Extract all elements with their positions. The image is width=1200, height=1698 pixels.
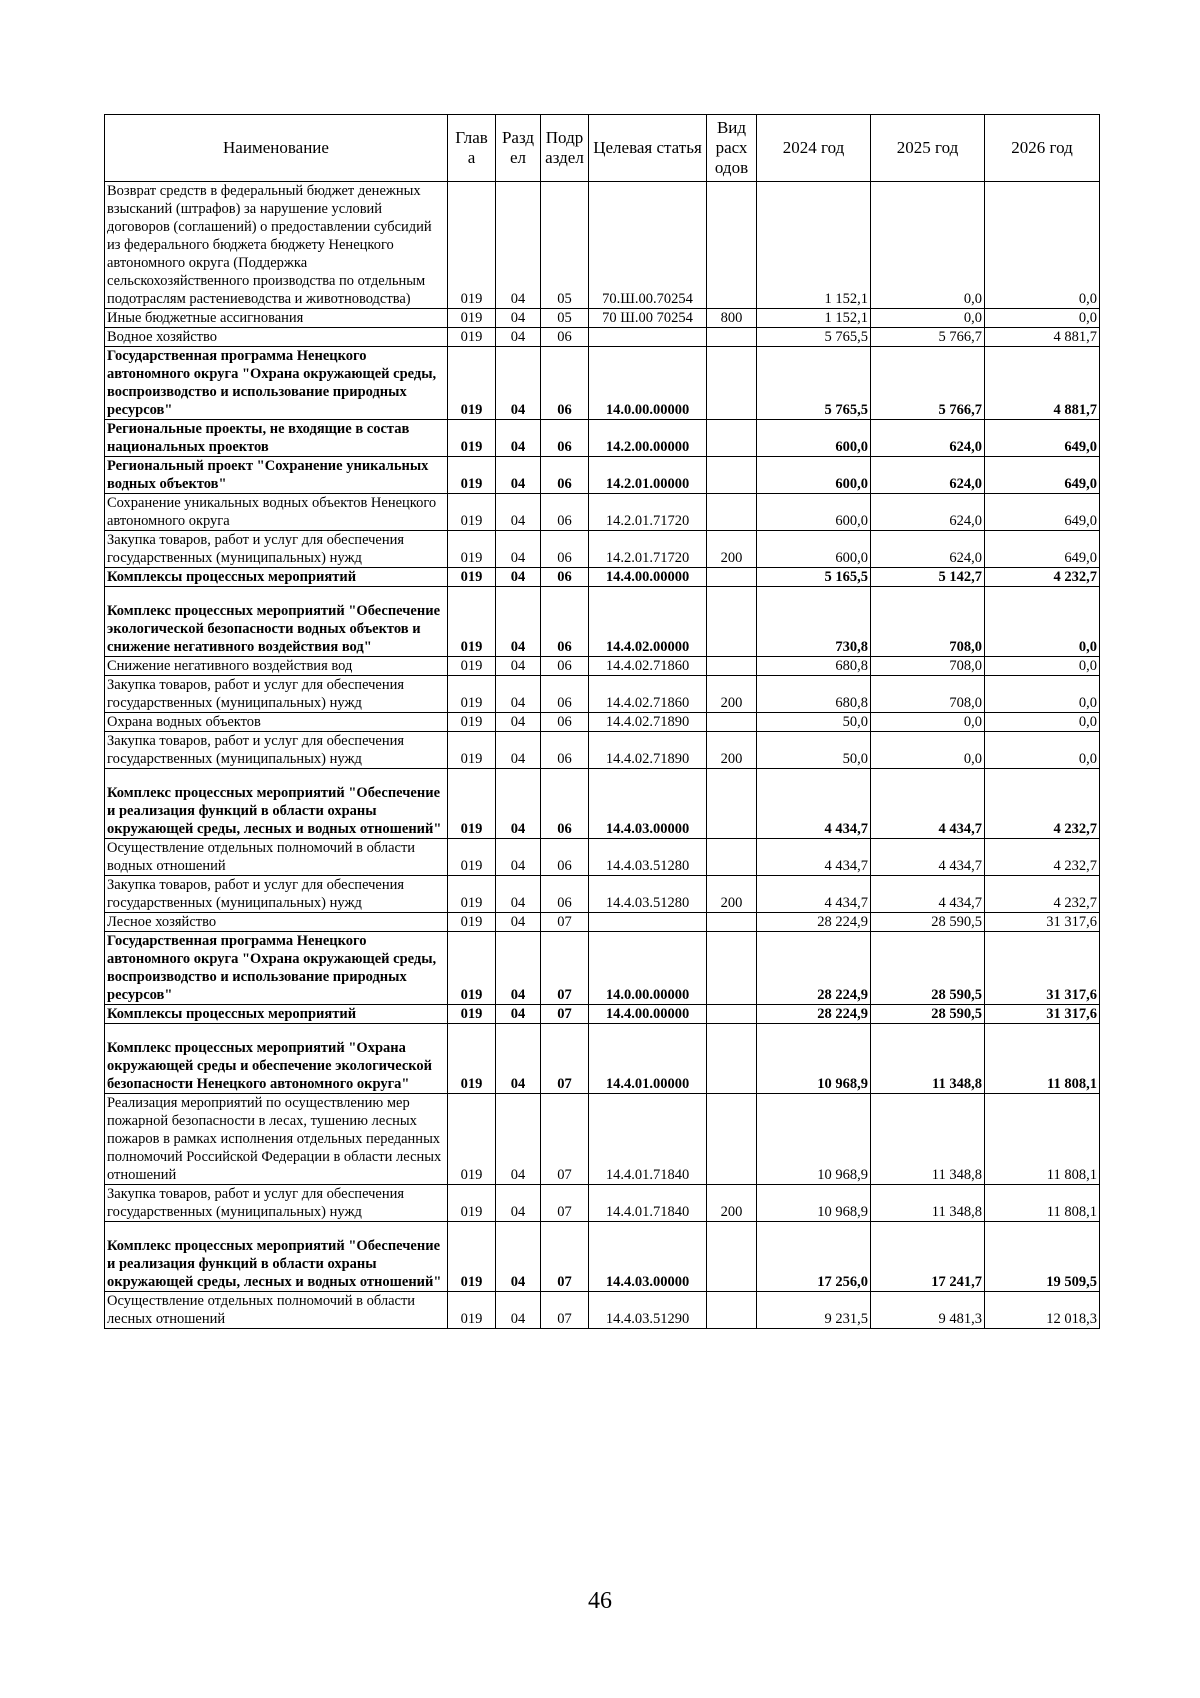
cell-statya: 14.4.03.00000: [589, 1222, 707, 1292]
table-header-row: [105, 115, 1100, 182]
cell-razdel: 04: [496, 657, 541, 676]
cell-2026: 11 808,1: [985, 1185, 1100, 1222]
cell-2025: 624,0: [871, 494, 985, 531]
cell-2025: 4 434,7: [871, 839, 985, 876]
cell-2026: 4 232,7: [985, 876, 1100, 913]
table-row: [105, 531, 1100, 568]
cell-statya: 14.4.01.71840: [589, 1185, 707, 1222]
cell-vid: [707, 839, 757, 876]
table-row: [105, 1185, 1100, 1222]
cell-glava: 019: [448, 457, 496, 494]
cell-statya: 14.4.03.51290: [589, 1292, 707, 1329]
cell-podrazdel: 06: [541, 347, 589, 420]
cell-2025: 624,0: [871, 531, 985, 568]
cell-statya: [589, 328, 707, 347]
cell-vid: 200: [707, 676, 757, 713]
cell-vid: [707, 568, 757, 587]
cell-vid: [707, 1292, 757, 1329]
header-razdel: Разд ел: [496, 115, 541, 182]
table-body: [105, 182, 1100, 1329]
cell-2024: 10 968,9: [757, 1094, 871, 1185]
table-row: [105, 1024, 1100, 1094]
cell-2026: 4 232,7: [985, 568, 1100, 587]
cell-2026: 11 808,1: [985, 1024, 1100, 1094]
cell-2025: 624,0: [871, 420, 985, 457]
cell-glava: 019: [448, 1222, 496, 1292]
cell-glava: 019: [448, 347, 496, 420]
cell-vid: [707, 328, 757, 347]
header-podrazdel: Подр аздел: [541, 115, 589, 182]
cell-razdel: 04: [496, 309, 541, 328]
cell-razdel: 04: [496, 420, 541, 457]
cell-vid: 200: [707, 531, 757, 568]
cell-2025: 9 481,3: [871, 1292, 985, 1329]
cell-vid: [707, 913, 757, 932]
cell-2024: 4 434,7: [757, 769, 871, 839]
cell-razdel: 04: [496, 587, 541, 657]
cell-name: Комплексы процессных мероприятий: [105, 1005, 448, 1024]
cell-podrazdel: 05: [541, 182, 589, 309]
cell-glava: 019: [448, 531, 496, 568]
cell-statya: 14.2.01.00000: [589, 457, 707, 494]
cell-vid: [707, 932, 757, 1005]
cell-2024: 4 434,7: [757, 839, 871, 876]
cell-2026: 0,0: [985, 309, 1100, 328]
cell-2025: 4 434,7: [871, 876, 985, 913]
cell-2024: 5 765,5: [757, 347, 871, 420]
cell-name: Региональный проект "Сохранение уникальных водных объектов": [105, 457, 448, 494]
cell-2026: 11 808,1: [985, 1094, 1100, 1185]
cell-podrazdel: 06: [541, 420, 589, 457]
cell-razdel: 04: [496, 531, 541, 568]
cell-statya: 14.4.02.71860: [589, 657, 707, 676]
cell-vid: [707, 657, 757, 676]
cell-podrazdel: 06: [541, 839, 589, 876]
header-statya: Целевая статья: [589, 115, 707, 182]
cell-podrazdel: 06: [541, 587, 589, 657]
cell-2025: 624,0: [871, 457, 985, 494]
cell-podrazdel: 06: [541, 676, 589, 713]
cell-2026: 649,0: [985, 420, 1100, 457]
cell-vid: 800: [707, 309, 757, 328]
cell-razdel: 04: [496, 932, 541, 1005]
cell-2025: 0,0: [871, 309, 985, 328]
cell-vid: [707, 1024, 757, 1094]
cell-statya: 14.4.03.51280: [589, 839, 707, 876]
cell-name: Закупка товаров, работ и услуг для обеспечения государственных (муниципальных) нужд: [105, 732, 448, 769]
table-row: [105, 769, 1100, 839]
cell-razdel: 04: [496, 1292, 541, 1329]
cell-2026: 649,0: [985, 494, 1100, 531]
cell-razdel: 04: [496, 713, 541, 732]
cell-2026: 31 317,6: [985, 913, 1100, 932]
cell-razdel: 04: [496, 876, 541, 913]
cell-glava: 019: [448, 587, 496, 657]
cell-glava: 019: [448, 1094, 496, 1185]
cell-razdel: 04: [496, 1222, 541, 1292]
cell-vid: [707, 713, 757, 732]
cell-2026: 4 881,7: [985, 328, 1100, 347]
table-row: [105, 347, 1100, 420]
cell-2025: 28 590,5: [871, 913, 985, 932]
table-row: [105, 494, 1100, 531]
cell-name: Осуществление отдельных полномочий в области водных отношений: [105, 839, 448, 876]
cell-razdel: 04: [496, 676, 541, 713]
cell-2024: 28 224,9: [757, 1005, 871, 1024]
cell-name: Охрана водных объектов: [105, 713, 448, 732]
cell-vid: [707, 457, 757, 494]
table-row: [105, 1292, 1100, 1329]
cell-podrazdel: 06: [541, 876, 589, 913]
cell-2024: 1 152,1: [757, 309, 871, 328]
cell-razdel: 04: [496, 913, 541, 932]
cell-2024: 5 765,5: [757, 328, 871, 347]
cell-2025: 5 766,7: [871, 328, 985, 347]
cell-2026: 0,0: [985, 676, 1100, 713]
cell-2026: 4 232,7: [985, 839, 1100, 876]
cell-glava: 019: [448, 494, 496, 531]
table-row: [105, 932, 1100, 1005]
table-row: [105, 1005, 1100, 1024]
cell-statya: 70 Ш.00 70254: [589, 309, 707, 328]
cell-podrazdel: 06: [541, 531, 589, 568]
cell-2025: 28 590,5: [871, 1005, 985, 1024]
cell-name: Закупка товаров, работ и услуг для обеспечения государственных (муниципальных) нужд: [105, 676, 448, 713]
cell-2025: 11 348,8: [871, 1185, 985, 1222]
cell-podrazdel: 07: [541, 1005, 589, 1024]
table-row: [105, 457, 1100, 494]
cell-name: Сохранение уникальных водных объектов Ненецкого автономного округа: [105, 494, 448, 531]
cell-statya: 14.4.02.71890: [589, 713, 707, 732]
cell-2024: 600,0: [757, 457, 871, 494]
cell-vid: [707, 1222, 757, 1292]
cell-statya: 14.0.00.00000: [589, 347, 707, 420]
page-number: 46: [588, 1588, 612, 1614]
cell-razdel: 04: [496, 457, 541, 494]
cell-name: Комплекс процессных мероприятий "Охрана окружающей среды и обеспечение экологической безопасности Ненецкого автономного округа": [105, 1024, 448, 1094]
cell-vid: [707, 420, 757, 457]
cell-2025: 5 142,7: [871, 568, 985, 587]
cell-name: Закупка товаров, работ и услуг для обеспечения государственных (муниципальных) нужд: [105, 876, 448, 913]
cell-vid: [707, 1005, 757, 1024]
cell-2025: 11 348,8: [871, 1094, 985, 1185]
cell-2026: 12 018,3: [985, 1292, 1100, 1329]
cell-statya: 14.4.02.71860: [589, 676, 707, 713]
cell-name: Иные бюджетные ассигнования: [105, 309, 448, 328]
cell-statya: 14.4.00.00000: [589, 1005, 707, 1024]
cell-2025: 4 434,7: [871, 769, 985, 839]
cell-name: Осуществление отдельных полномочий в области лесных отношений: [105, 1292, 448, 1329]
cell-statya: 14.4.03.00000: [589, 769, 707, 839]
cell-2026: 649,0: [985, 531, 1100, 568]
cell-glava: 019: [448, 1005, 496, 1024]
cell-glava: 019: [448, 769, 496, 839]
cell-name: Снижение негативного воздействия вод: [105, 657, 448, 676]
cell-2025: 0,0: [871, 732, 985, 769]
cell-razdel: 04: [496, 1185, 541, 1222]
cell-glava: 019: [448, 420, 496, 457]
cell-razdel: 04: [496, 347, 541, 420]
table-row: [105, 587, 1100, 657]
cell-razdel: 04: [496, 839, 541, 876]
cell-2024: 600,0: [757, 420, 871, 457]
cell-podrazdel: 07: [541, 913, 589, 932]
cell-2025: 11 348,8: [871, 1024, 985, 1094]
cell-statya: 14.4.02.71890: [589, 732, 707, 769]
cell-statya: 14.4.02.00000: [589, 587, 707, 657]
header-vid: Вид расх одов: [707, 115, 757, 182]
table-row: [105, 676, 1100, 713]
cell-vid: [707, 494, 757, 531]
header-name: Наименование: [105, 115, 448, 182]
cell-2025: 708,0: [871, 657, 985, 676]
cell-statya: 14.2.00.00000: [589, 420, 707, 457]
table-row: [105, 713, 1100, 732]
cell-glava: 019: [448, 657, 496, 676]
cell-glava: 019: [448, 1292, 496, 1329]
cell-2025: 5 766,7: [871, 347, 985, 420]
cell-razdel: 04: [496, 1024, 541, 1094]
cell-2024: 10 968,9: [757, 1185, 871, 1222]
cell-glava: 019: [448, 713, 496, 732]
cell-glava: 019: [448, 932, 496, 1005]
cell-2024: 50,0: [757, 713, 871, 732]
cell-podrazdel: 06: [541, 328, 589, 347]
cell-2024: 17 256,0: [757, 1222, 871, 1292]
cell-podrazdel: 06: [541, 713, 589, 732]
cell-2026: 0,0: [985, 732, 1100, 769]
cell-2026: 31 317,6: [985, 932, 1100, 1005]
cell-2025: 708,0: [871, 587, 985, 657]
cell-name: Государственная программа Ненецкого автономного округа "Охрана окружающей среды, воспроизводство и использование природных ресурсов": [105, 347, 448, 420]
cell-name: Возврат средств в федеральный бюджет денежных взысканий (штрафов) за нарушение условий договоров (соглашений) о предоставлении субсидий из федерального бюджета бюджету Ненецкого автономного округа (Поддержка сельскохозяйственного производства по отдельным подотраслям растениеводства и животноводства): [105, 182, 448, 309]
cell-podrazdel: 07: [541, 1094, 589, 1185]
cell-name: Реализация мероприятий по осуществлению мер пожарной безопасности в лесах, тушению лесных пожаров в рамках исполнения отдельных переданных полномочий Российской Федерации в области лесных отношений: [105, 1094, 448, 1185]
cell-2026: 19 509,5: [985, 1222, 1100, 1292]
cell-2025: 17 241,7: [871, 1222, 985, 1292]
table-row: [105, 420, 1100, 457]
cell-glava: 019: [448, 328, 496, 347]
cell-statya: 14.4.03.51280: [589, 876, 707, 913]
cell-podrazdel: 06: [541, 457, 589, 494]
cell-podrazdel: 06: [541, 732, 589, 769]
cell-glava: 019: [448, 1185, 496, 1222]
header-2025: 2025 год: [871, 115, 985, 182]
cell-statya: 14.4.01.00000: [589, 1024, 707, 1094]
cell-2024: 28 224,9: [757, 932, 871, 1005]
table-row: [105, 657, 1100, 676]
cell-podrazdel: 06: [541, 657, 589, 676]
cell-glava: 019: [448, 839, 496, 876]
cell-razdel: 04: [496, 1005, 541, 1024]
cell-2024: 730,8: [757, 587, 871, 657]
cell-2025: 0,0: [871, 182, 985, 309]
cell-razdel: 04: [496, 494, 541, 531]
cell-podrazdel: 05: [541, 309, 589, 328]
cell-2024: 9 231,5: [757, 1292, 871, 1329]
cell-2026: 31 317,6: [985, 1005, 1100, 1024]
table-row: [105, 328, 1100, 347]
table-row: [105, 913, 1100, 932]
cell-vid: [707, 347, 757, 420]
cell-2026: 4 881,7: [985, 347, 1100, 420]
cell-vid: [707, 769, 757, 839]
cell-2026: 0,0: [985, 713, 1100, 732]
cell-name: Закупка товаров, работ и услуг для обеспечения государственных (муниципальных) нужд: [105, 531, 448, 568]
cell-vid: [707, 182, 757, 309]
cell-vid: [707, 587, 757, 657]
cell-glava: 019: [448, 876, 496, 913]
cell-razdel: 04: [496, 732, 541, 769]
cell-glava: 019: [448, 568, 496, 587]
cell-podrazdel: 07: [541, 1024, 589, 1094]
cell-statya: [589, 913, 707, 932]
cell-razdel: 04: [496, 328, 541, 347]
table-row: [105, 732, 1100, 769]
cell-2024: 1 152,1: [757, 182, 871, 309]
table-row: [105, 1094, 1100, 1185]
cell-name: Комплекс процессных мероприятий "Обеспечение и реализация функций в области охраны окружающей среды, лесных и водных отношений": [105, 769, 448, 839]
cell-statya: 14.2.01.71720: [589, 494, 707, 531]
cell-glava: 019: [448, 913, 496, 932]
cell-2024: 680,8: [757, 657, 871, 676]
cell-podrazdel: 07: [541, 1292, 589, 1329]
cell-podrazdel: 06: [541, 769, 589, 839]
table-row: [105, 1222, 1100, 1292]
table-row: [105, 182, 1100, 309]
cell-statya: 70.Ш.00.70254: [589, 182, 707, 309]
cell-statya: 14.4.00.00000: [589, 568, 707, 587]
cell-name: Государственная программа Ненецкого автономного округа "Охрана окружающей среды, воспроизводство и использование природных ресурсов": [105, 932, 448, 1005]
cell-podrazdel: 06: [541, 494, 589, 531]
cell-2024: 600,0: [757, 531, 871, 568]
cell-name: Водное хозяйство: [105, 328, 448, 347]
cell-2025: 0,0: [871, 713, 985, 732]
cell-podrazdel: 07: [541, 932, 589, 1005]
cell-2024: 600,0: [757, 494, 871, 531]
table-row: [105, 876, 1100, 913]
cell-podrazdel: 07: [541, 1185, 589, 1222]
cell-razdel: 04: [496, 568, 541, 587]
cell-2024: 28 224,9: [757, 913, 871, 932]
cell-2026: 4 232,7: [985, 769, 1100, 839]
cell-name: Закупка товаров, работ и услуг для обеспечения государственных (муниципальных) нужд: [105, 1185, 448, 1222]
cell-2025: 28 590,5: [871, 932, 985, 1005]
cell-vid: [707, 1094, 757, 1185]
cell-glava: 019: [448, 1024, 496, 1094]
cell-name: Комплекс процессных мероприятий "Обеспечение и реализация функций в области охраны окружающей среды, лесных и водных отношений": [105, 1222, 448, 1292]
cell-name: Комплекс процессных мероприятий "Обеспечение экологической безопасности водных объектов и снижение негативного воздействия вод": [105, 587, 448, 657]
cell-2026: 0,0: [985, 657, 1100, 676]
table-row: [105, 568, 1100, 587]
cell-statya: 14.0.00.00000: [589, 932, 707, 1005]
cell-2024: 50,0: [757, 732, 871, 769]
header-2026: 2026 год: [985, 115, 1100, 182]
table-row: [105, 309, 1100, 328]
cell-razdel: 04: [496, 182, 541, 309]
cell-2024: 680,8: [757, 676, 871, 713]
cell-2026: 649,0: [985, 457, 1100, 494]
cell-2025: 708,0: [871, 676, 985, 713]
cell-statya: 14.4.01.71840: [589, 1094, 707, 1185]
header-2024: 2024 год: [757, 115, 871, 182]
header-glava: Глав а: [448, 115, 496, 182]
cell-vid: 200: [707, 1185, 757, 1222]
cell-name: Комплексы процессных мероприятий: [105, 568, 448, 587]
cell-2024: 10 968,9: [757, 1024, 871, 1094]
cell-2026: 0,0: [985, 587, 1100, 657]
cell-razdel: 04: [496, 1094, 541, 1185]
cell-razdel: 04: [496, 769, 541, 839]
cell-podrazdel: 06: [541, 568, 589, 587]
cell-glava: 019: [448, 309, 496, 328]
cell-podrazdel: 07: [541, 1222, 589, 1292]
cell-2026: 0,0: [985, 182, 1100, 309]
cell-glava: 019: [448, 182, 496, 309]
cell-glava: 019: [448, 732, 496, 769]
cell-vid: 200: [707, 876, 757, 913]
cell-name: Региональные проекты, не входящие в состав национальных проектов: [105, 420, 448, 457]
cell-name: Лесное хозяйство: [105, 913, 448, 932]
cell-2024: 4 434,7: [757, 876, 871, 913]
cell-vid: 200: [707, 732, 757, 769]
budget-table: [104, 114, 1100, 1329]
cell-statya: 14.2.01.71720: [589, 531, 707, 568]
table-row: [105, 839, 1100, 876]
cell-2024: 5 165,5: [757, 568, 871, 587]
cell-glava: 019: [448, 676, 496, 713]
